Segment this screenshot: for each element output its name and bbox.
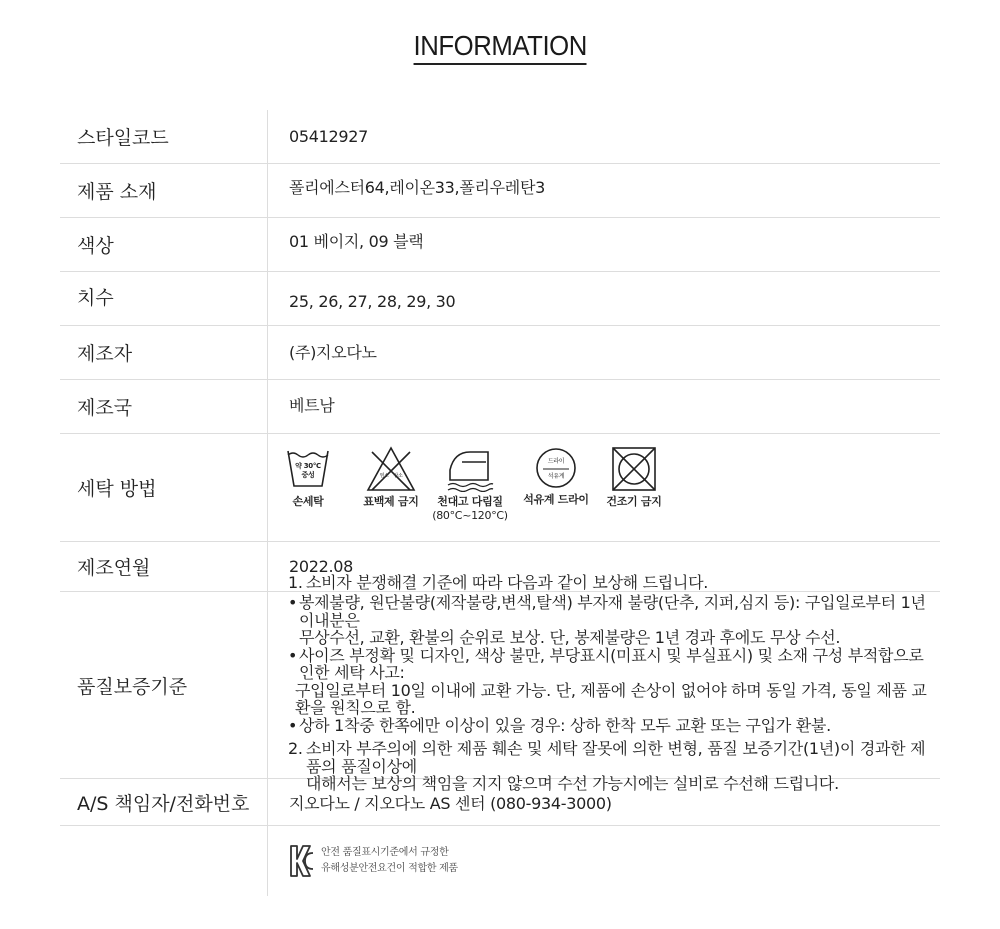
bullet-text: 봉제불량, 원단불량(제작불량,변색,탈색) 부자재 불량(단추, 지퍼,심지 등): 구입일로부터 1년 이내분은 — [299, 593, 926, 630]
no-bleach-label: 표백제 금지 — [363, 494, 419, 508]
iron-label: 천대고 다림질 — [437, 494, 503, 508]
row-as — [60, 779, 940, 826]
row-value: 폴리에스터64,레이온33,폴리우레탄3 — [289, 178, 545, 197]
bullet-text: 구입일로부터 10일 이내에 교환 가능. 단, 제품에 손상이 없어야 하며 동일 가격, 동일 제품 교환을 원칙으로 함. — [295, 680, 927, 717]
bleach-text-oxygen: 산소 — [393, 472, 403, 479]
bullet: • — [288, 715, 298, 735]
row-value: 2022.08 — [289, 557, 354, 576]
row-label: 제조자 — [60, 326, 268, 379]
item-text: 소비자 분쟁해결 기준에 따라 다음과 같이 보상해 드립니다. — [306, 572, 709, 592]
hand-wash-label: 손세탁 — [292, 494, 324, 508]
item-text: 소비자 부주의에 의한 제품 훼손 및 세탁 잘못에 의한 변형, 품질 보증기간(1년)이 경과한 제품의 품질이상에 — [306, 739, 926, 776]
row-label: 품질보증기준 — [60, 592, 268, 778]
kc-logo-icon — [289, 844, 315, 878]
item-number: 1. — [288, 572, 303, 592]
row-value: (주)지오다노 — [289, 343, 377, 362]
kc-description — [321, 845, 458, 877]
row-country — [60, 380, 940, 434]
hand-wash-icon — [287, 446, 329, 488]
bullet-text: 상하 1착중 한쪽에만 이상이 있을 경우: 상하 한착 모두 교환 또는 구입가 환불. — [299, 715, 831, 735]
bleach-text-chlorine: 염소 — [379, 472, 389, 479]
bullet-text: 사이즈 부정확 및 디자인, 색상 불만, 부당표시(미표시 및 부실표시) 및 소재 구성 부적합으로 인한 세탁 사고: — [299, 645, 924, 682]
row-maker — [60, 326, 940, 380]
dry-clean-icon — [534, 446, 578, 490]
row-washing — [60, 434, 940, 542]
row-label: 색상 — [60, 218, 268, 271]
dry-clean-label: 석유계 드라이 — [523, 492, 589, 506]
row-color — [60, 218, 940, 272]
no-bleach-item — [356, 446, 426, 509]
row-value: 베트남 — [289, 396, 335, 415]
section-title-wrapper — [0, 30, 1000, 65]
kc-line: 유해성분안전요건이 적합한 제품 — [321, 863, 458, 874]
row-quality — [60, 572, 940, 793]
bullet: • — [288, 645, 298, 665]
section-title: INFORMATION — [413, 30, 586, 65]
quality-bullet-1 — [288, 594, 940, 647]
row-value: 지오다노 / 지오다노 AS 센터 (080-934-3000) — [289, 793, 612, 813]
row-value: 01 베이지, 09 블랙 — [289, 232, 424, 251]
kc-cert — [268, 844, 940, 878]
bullet: • — [288, 593, 298, 612]
hand-wash-item — [287, 446, 329, 509]
info-table — [60, 110, 940, 896]
no-tumble-dry-icon — [611, 446, 657, 492]
quality-bullet-3 — [288, 717, 940, 735]
row-kc — [60, 826, 940, 896]
quality-item-1 — [288, 574, 940, 592]
quality-bullet-2 — [288, 647, 940, 717]
row-label: A/S 책임자/전화번호 — [60, 779, 268, 825]
row-label-empty — [60, 826, 268, 896]
dry-clean-item — [518, 446, 594, 507]
dry-clean-text-dry: 드라이 — [547, 457, 565, 465]
no-bleach-icon — [366, 446, 416, 492]
no-tumble-item — [601, 446, 667, 509]
hand-wash-temp: 약 30°C — [295, 461, 321, 470]
care-icons — [268, 454, 940, 522]
row-value: 25, 26, 27, 28, 29, 30 — [289, 292, 456, 311]
row-size — [60, 272, 940, 326]
iron-temp-range: (80°C~120°C) — [432, 508, 508, 522]
row-label: 스타일코드 — [60, 110, 268, 163]
item-number: 2. — [288, 739, 303, 758]
row-label: 제조국 — [60, 380, 268, 433]
row-label: 세탁 방법 — [60, 434, 268, 541]
item-text: 대해서는 보상의 책임을 지지 않으며 수선 가능시에는 실비로 수선해 드립니다. — [306, 774, 839, 793]
quality-text — [268, 574, 940, 793]
bullet-text: 무상수선, 교환, 환불의 순위로 보상. 단, 봉제불량은 1년 경과 후에도 무상 수선. — [299, 628, 841, 647]
row-material — [60, 164, 940, 218]
no-tumble-label: 건조기 금지 — [606, 494, 662, 508]
hand-wash-detergent: 중성 — [301, 470, 315, 479]
row-label: 제품 소재 — [60, 164, 268, 217]
row-label: 치수 — [60, 272, 268, 325]
row-label: 제조연월 — [60, 542, 268, 591]
row-value: 05412927 — [289, 127, 369, 146]
dry-clean-text-petroleum: 석유계 — [547, 472, 565, 480]
kc-logo-text: KC — [302, 877, 303, 878]
iron-item — [432, 446, 508, 522]
row-style-code — [60, 110, 940, 164]
kc-line: 안전 품질표시기준에서 규정한 — [321, 847, 449, 858]
iron-icon — [446, 446, 494, 492]
